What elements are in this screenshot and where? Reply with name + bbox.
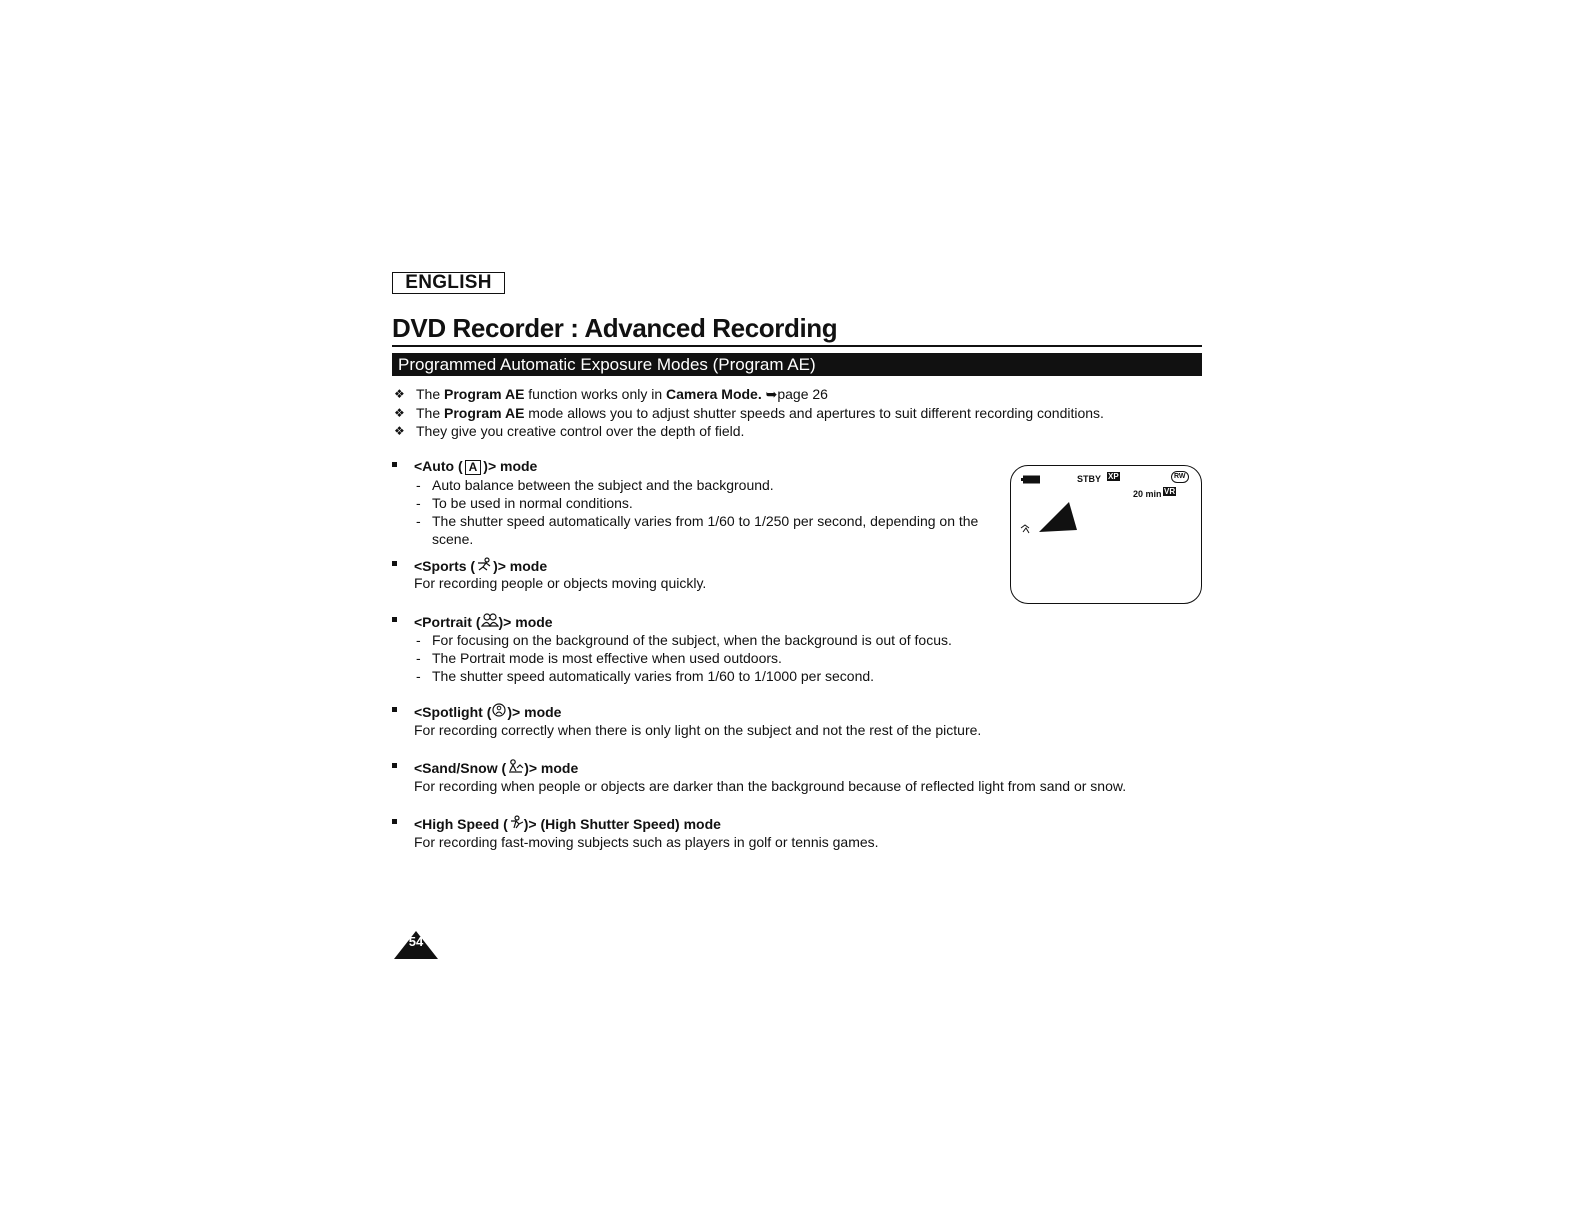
mode-highspeed: <High Speed ( )> (High Shutter Speed) mode For recording fast-moving subjects such as players in golf or tennis games. [392,815,1172,851]
square-bullet-icon [392,763,397,768]
list-item: - To be used in normal conditions. [416,494,633,511]
remaining-time: 20 min [1133,489,1162,499]
title-underline [392,345,1202,347]
mode-sports-heading: <Sports ( )> mode [414,557,548,574]
mode-sandsnow-heading: <Sand/Snow ( )> mode [414,760,579,776]
page-number: 54 [408,934,424,949]
square-bullet-icon [392,819,397,824]
list-item: - The Portrait mode is most effective when used outdoors. [416,650,782,666]
spotlight-mode-icon [491,703,507,717]
square-bullet-icon [392,561,397,566]
mode-highspeed-heading: <High Speed ( )> (High Shutter Speed) mode [414,816,721,832]
auto-mode-icon: A [465,460,482,475]
mode-spotlight-heading: <Spotlight ( )> mode [414,704,562,720]
quality-badge: XP [1108,472,1119,481]
intro-line-2: ❖ The Program AE mode allows you to adjust shutter speeds and apertures to suit different recording conditions. [394,404,1104,421]
sandsnow-mode-icon [506,759,524,773]
page-reference: ➥page 26 [761,386,828,402]
mode-sandsnow: <Sand/Snow ( )> mode For recording when people or objects are darker than the background because of reflected light from sand or snow. [392,759,1172,795]
diamond-bullet-icon: ❖ [394,387,405,401]
portrait-mode-icon [481,613,499,627]
diamond-bullet-icon: ❖ [394,405,405,420]
sports-mode-icon [475,557,493,571]
mode-portrait-heading: <Portrait ( )> mode [414,613,553,630]
high-speed-mode-icon [508,815,524,829]
square-bullet-icon [392,617,397,622]
mode-auto-heading: <Auto ( A )> mode [414,458,538,474]
format-badge: VR [1164,487,1176,496]
intro-notes [392,385,1212,441]
mode-portrait [392,613,1172,686]
list-item: - The shutter speed automatically varies from 1/60 to 1/250 per second, depending on the scene. [416,512,979,547]
list-item: - For focusing on the background of the subject, when the background is out of focus. [416,632,952,648]
lcd-screen-illustration [1010,465,1202,604]
pointer-arrow-icon [1019,492,1083,536]
list-item: - The shutter speed automatically varies from 1/60 to 1/1000 per second. [416,668,875,684]
list-item: - Auto balance between the subject and the background. [416,476,774,493]
intro-line-1: ❖ The Program AE function works only in Camera Mode. ➥page 26 [394,386,828,402]
mode-spotlight: <Spotlight ( )> mode For recording correctly when there is only light on the subject and not the rest of the picture. [392,703,1172,739]
disc-type-icon: RW [1171,471,1189,483]
square-bullet-icon [392,462,397,467]
diamond-bullet-icon: ❖ [394,424,405,438]
battery-icon [1021,475,1041,484]
intro-line-3: ❖ They give you creative control over the depth of field. [394,423,745,439]
section-heading: Programmed Automatic Exposure Modes (Program AE) [392,353,1202,376]
language-label: ENGLISH [392,272,505,294]
standby-indicator: STBY [1077,474,1102,484]
page-title: DVD Recorder : Advanced Recording [392,313,838,343]
mode-sports: <Sports ( )> mode For recording people or objects moving quickly. [392,557,1172,593]
square-bullet-icon [392,707,397,712]
